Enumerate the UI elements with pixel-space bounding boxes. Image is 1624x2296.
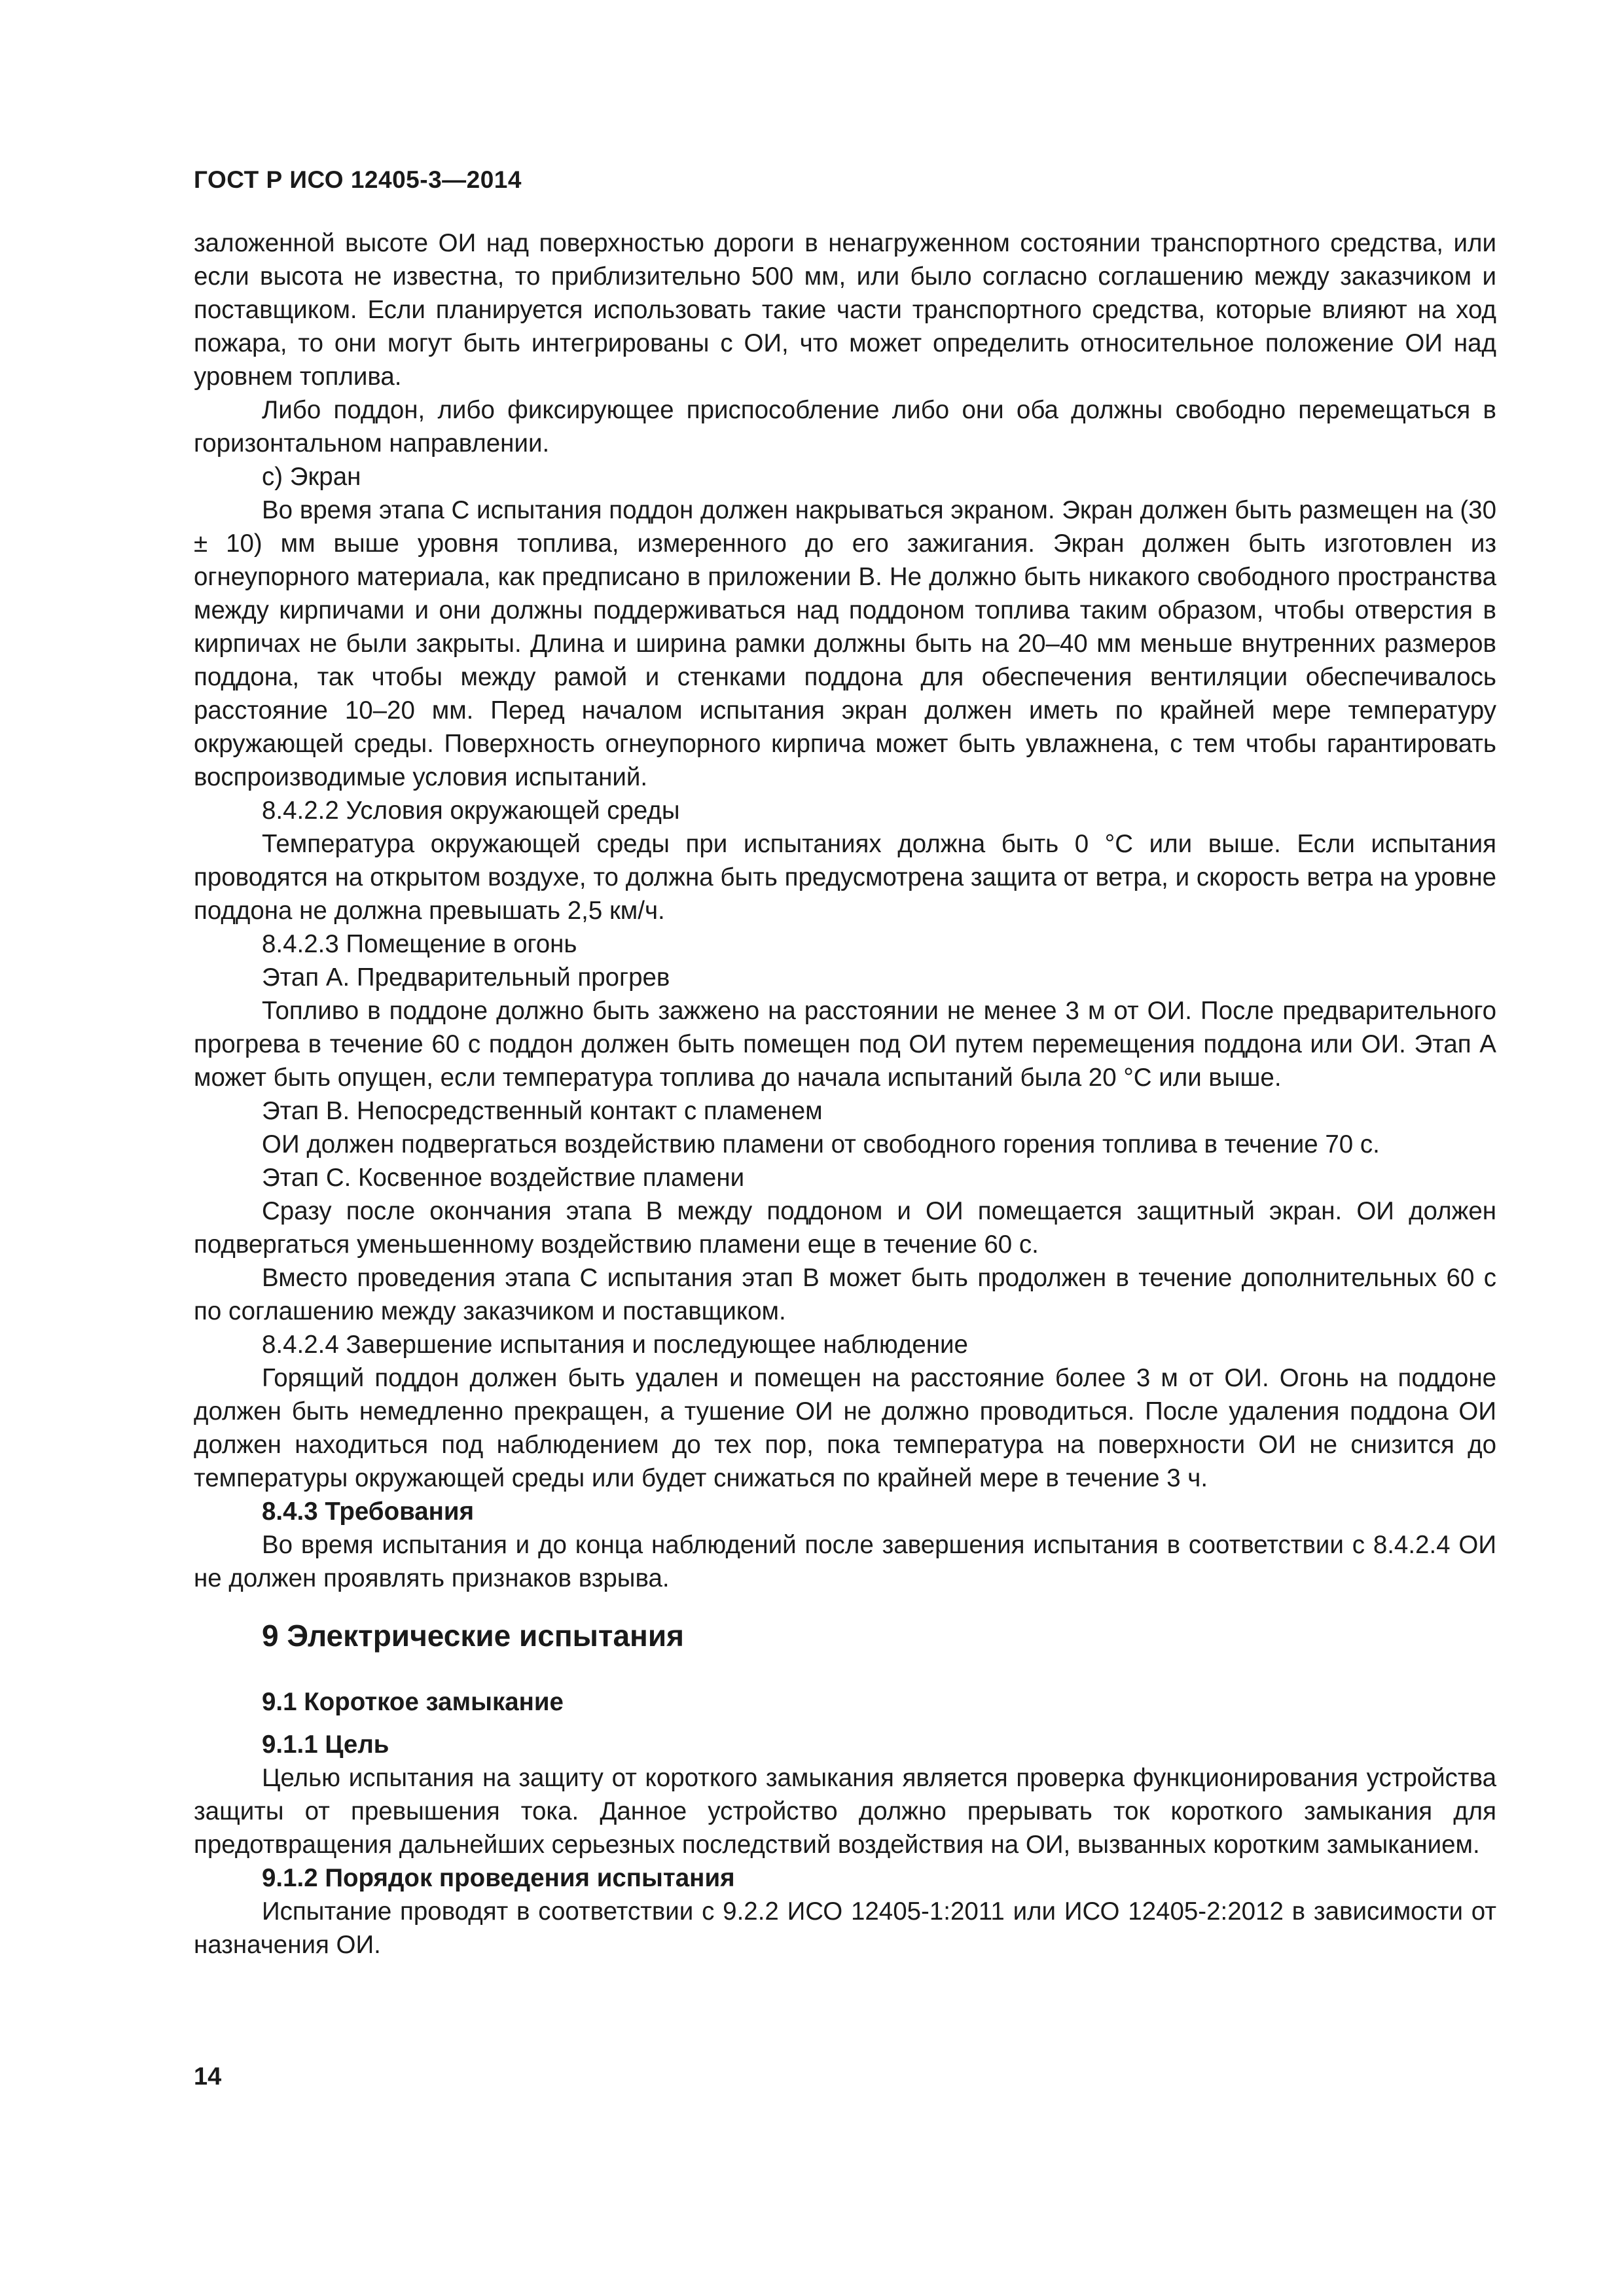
- page-number: 14: [194, 2063, 222, 2090]
- subsection-title: 9.1 Короткое замыкание: [262, 1688, 564, 1716]
- paragraph: Во время испытания и до конца наблюдений после завершения испытания в соответствии с 8.4.2.4 ОИ не должен проявлять признаков взрыва.: [194, 1531, 1496, 1592]
- page-header-title: ГОСТ Р ИСО 12405-3—2014: [194, 166, 522, 193]
- list-item-label: с) Экран: [262, 463, 361, 491]
- paragraph: Температура окружающей среды при испытаниях должна быть 0 °С или выше. Если испытания проводятся на открытом воздухе, то должна быть предусмотрена защита от ветра, и скорость ветра на уровне поддона не должна превышать 2,5 км/ч.: [194, 830, 1496, 925]
- section-title: 9 Электрические испытания: [262, 1619, 684, 1653]
- clause-heading: 8.4.2.2 Условия окружающей среды: [262, 797, 680, 825]
- paragraph: ОИ должен подвергаться воздействию пламени от свободного горения топлива в течение 70 с.: [262, 1130, 1380, 1158]
- stage-heading: Этап С. Косвенное воздействие пламени: [262, 1164, 745, 1192]
- paragraph: Сразу после окончания этапа В между поддоном и ОИ помещается защитный экран. ОИ должен подвергаться уменьшенному воздействию пламени еще в течение 60 с.: [194, 1197, 1496, 1259]
- paragraph: Целью испытания на защиту от короткого замыкания является проверка функционирования устройства защиты от превышения тока. Данное устройство должно прерывать ток короткого замыкания для предотвращения дальнейших серьезных последствий воздействия на ОИ, вызванных коротким замыканием.: [194, 1764, 1496, 1859]
- paragraph: Горящий поддон должен быть удален и помещен на расстояние более 3 м от ОИ. Огонь на поддоне должен быть немедленно прекращен, а тушение ОИ не должно проводиться. После удаления поддона ОИ должен находиться под наблюдением до тех пор, пока температура на поверхности ОИ не снизится до температуры окружающей среды или будет снижаться по крайней мере в течение 3 ч.: [194, 1364, 1496, 1492]
- clause-heading: 8.4.2.3 Помещение в огонь: [262, 930, 577, 958]
- subsection-title: 9.1.1 Цель: [262, 1731, 389, 1759]
- paragraph: Либо поддон, либо фиксирующее приспособление либо они оба должны свободно перемещаться в горизонтальном направлении.: [194, 396, 1496, 457]
- paragraph: заложенной высоте ОИ над поверхностью дороги в ненагруженном состоянии транспортного средства, или если высота не известна, то приблизительно 500 мм, или было согласно соглашению между заказчиком и поставщиком. Если планируется использовать такие части транспортного средства, которые влияют на ход пожара, то они могут быть интегрированы с ОИ, что может определить относительное положение ОИ над уровнем топлива.: [194, 229, 1496, 391]
- stage-heading: Этап В. Непосредственный контакт с пламенем: [262, 1097, 823, 1125]
- clause-heading-bold: 8.4.3 Требования: [262, 1498, 475, 1526]
- paragraph: Во время этапа С испытания поддон должен накрываться экраном. Экран должен быть размещен на (30 ± 10) мм выше уровня топлива, измеренного до его зажигания. Экран должен быть изготовлен из огнеупорного материала, как предписано в приложении В. Не должно быть никакого свободного пространства между кирпичами и они должны поддерживаться над поддоном топлива таким образом, чтобы отверстия в кирпичах не были закрыты. Длина и ширина рамки должны быть на 20–40 мм меньше внутренних размеров поддона, так чтобы между рамой и стенками поддона для обеспечения вентиляции обеспечивалось расстояние 10–20 мм. Перед началом испытания экран должен иметь по крайней мере температуру окружающей среды. Поверхность огнеупорного кирпича может быть увлажнена, с тем чтобы гарантировать воспроизводимые условия испытаний.: [194, 496, 1496, 791]
- paragraph: Вместо проведения этапа С испытания этап В может быть продолжен в течение дополнительных 60 с по соглашению между заказчиком и поставщиком.: [194, 1264, 1496, 1325]
- paragraph: Испытание проводят в соответствии с 9.2.2 ИСО 12405-1:2011 или ИСО 12405-2:2012 в зависимости от назначения ОИ.: [194, 1897, 1496, 1959]
- document-body: [194, 226, 1496, 1962]
- stage-heading: Этап А. Предварительный прогрев: [262, 963, 670, 992]
- clause-heading: 8.4.2.4 Завершение испытания и последующее наблюдение: [262, 1331, 968, 1359]
- subsection-title: 9.1.2 Порядок проведения испытания: [262, 1864, 735, 1892]
- paragraph: Топливо в поддоне должно быть зажжено на расстоянии не менее 3 м от ОИ. После предварительного прогрева в течение 60 с поддон должен быть помещен под ОИ путем перемещения поддона или ОИ. Этап А может быть опущен, если температура топлива до начала испытаний была 20 °С или выше.: [194, 997, 1496, 1092]
